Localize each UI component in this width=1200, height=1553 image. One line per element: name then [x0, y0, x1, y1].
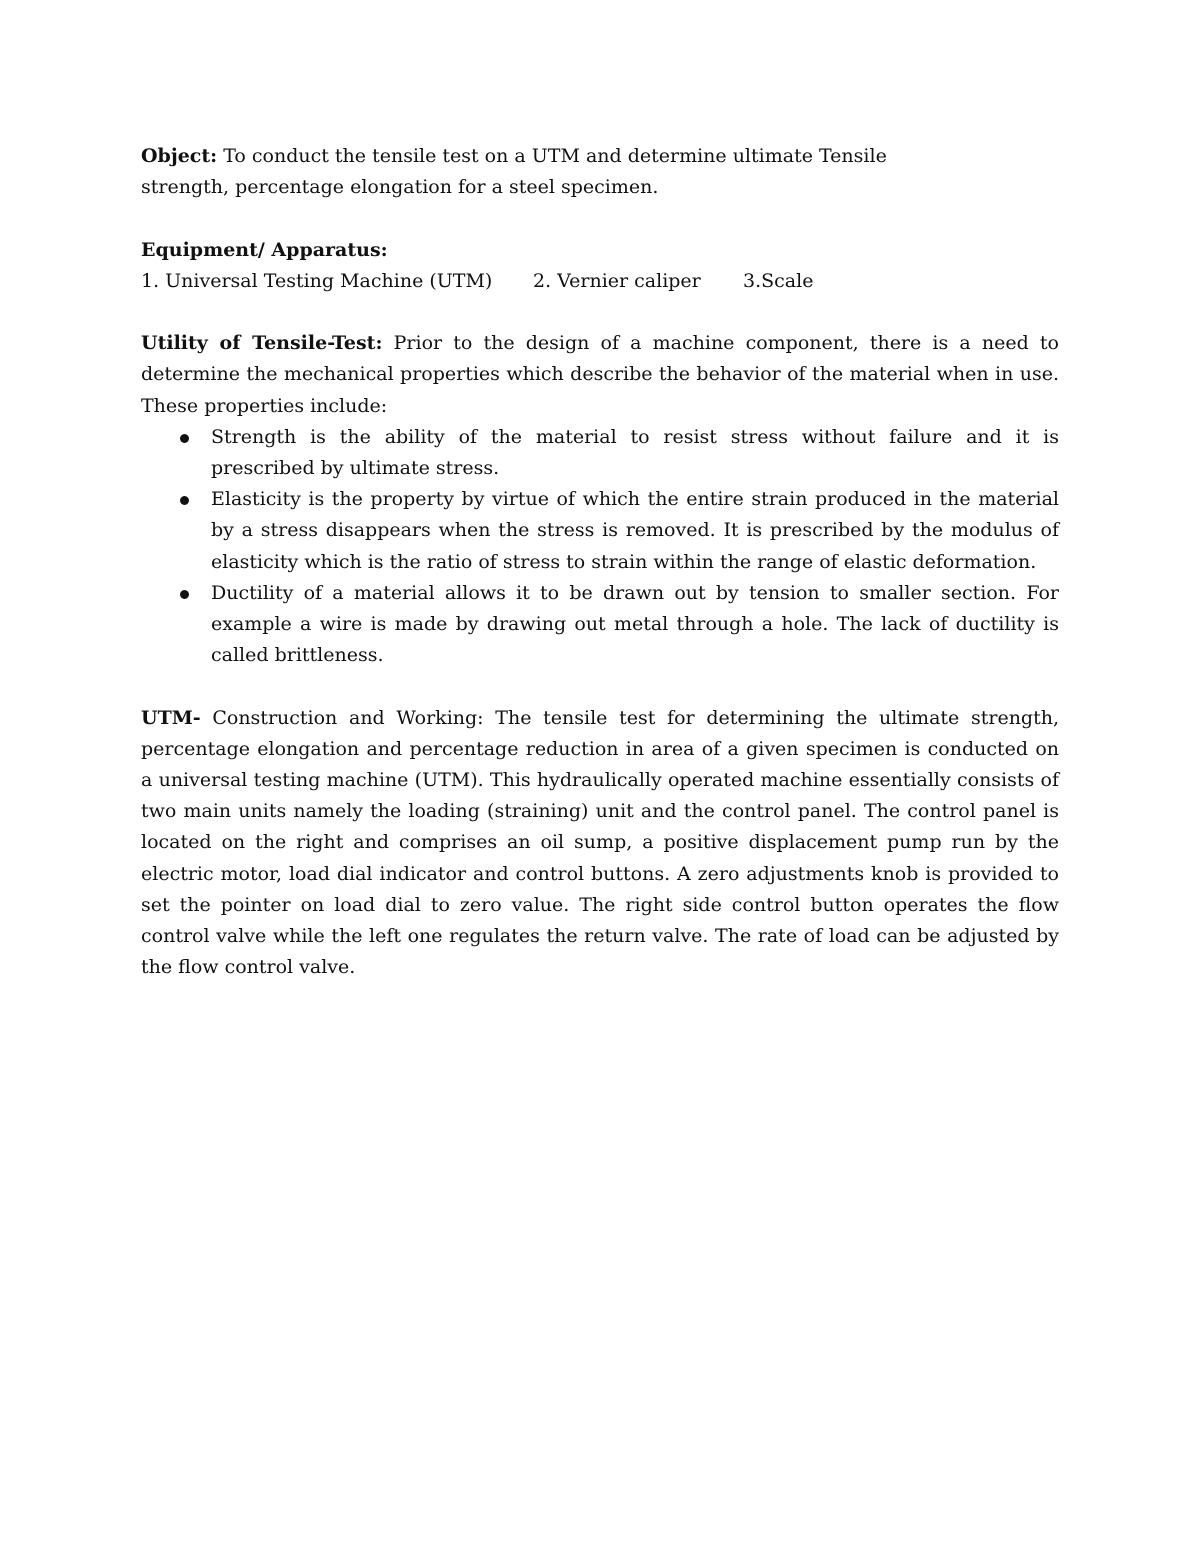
equipment-item: 2. Vernier caliper — [533, 269, 701, 292]
bullet-text: Strength is the ability of the material to resist stress without failure and it is prescribed by ultimate stress. — [211, 425, 1059, 479]
spacer — [141, 203, 1059, 234]
equipment-item: 3.Scale — [743, 269, 814, 292]
bullet-text: Ductility of a material allows it to be drawn out by tension to smaller section. For example a wire is made by drawing out metal through a hole. The lack of ductility is called brittleness. — [211, 581, 1059, 667]
document-page — [141, 141, 1059, 983]
object-label: Object: — [141, 145, 218, 167]
list-item — [141, 422, 1059, 484]
properties-list — [141, 422, 1059, 672]
spacer — [141, 671, 1059, 702]
bullet-text: Elasticity is the property by virtue of which the entire strain produced in the material by a stress disappears when the stress is removed. It is prescribed by the modulus of elasticity which is the ratio of stress to strain within the range of elastic deformation. — [211, 488, 1059, 573]
equipment-list — [141, 266, 1059, 297]
bullet-icon — [180, 434, 189, 443]
utm-label: UTM- — [141, 706, 201, 729]
equipment-heading: Equipment/ Apparatus: — [141, 238, 388, 261]
utility-paragraph — [141, 328, 1059, 422]
bullet-icon — [180, 590, 189, 599]
utility-label: Utility of Tensile-Test: — [141, 332, 383, 355]
utm-text: Construction and Working: The tensile test for determining the ultimate strength, percentage elongation and percentage reduction in area of a given specimen is conducted on a universal testing machine (UTM). This hydraulically operated machine essentially consists of two main units namely the loading (straining) unit and the control panel. The control panel is located on the right and comprises an oil sump, a positive displacement pump run by the electric motor, load dial indicator and control buttons. A zero adjustments knob is provided to set the pointer on load dial to zero value. The right side control button operates the flow control valve while the left one regulates the return valve. The rate of load can be adjusted by the flow control valve. — [141, 706, 1059, 979]
bullet-icon — [180, 496, 189, 505]
object-text: To conduct the tensile test on a UTM and determine ultimate Tensile strength, percentage elongation for a steel specimen. — [141, 145, 887, 199]
object-paragraph — [141, 141, 961, 203]
list-item — [141, 578, 1059, 672]
utility-text: Prior to the design of a machine component, there is a need to determine the mechanical properties which describe the behavior of the material when in use. These properties include: — [141, 332, 1059, 417]
equipment-item: 1. Universal Testing Machine (UTM) — [141, 269, 493, 292]
list-item — [141, 484, 1059, 578]
spacer — [141, 297, 1059, 328]
utm-paragraph — [141, 703, 1059, 984]
